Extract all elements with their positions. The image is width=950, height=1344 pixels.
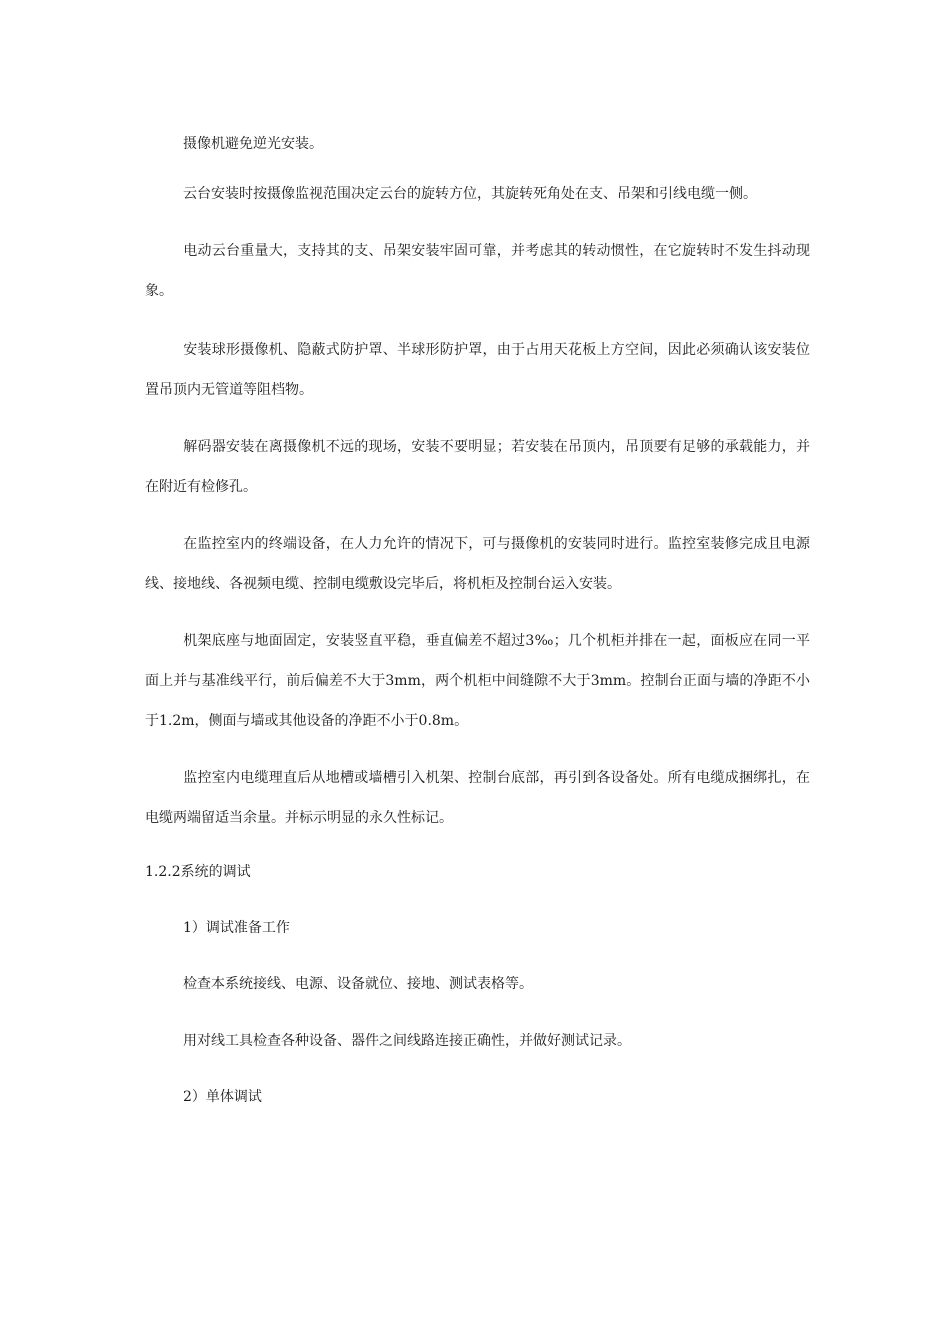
paragraph-pan-tilt-orientation: 云台安装时按摄像监视范围决定云台的旋转方位，其旋转死角处在支、吊架和引线电缆一侧。 [183,186,757,202]
paragraph-decoder: 解码器安装在离摄像机不远的现场，安装不要明显；若安装在吊顶内，吊顶要有足够的承载能力，并在附近有检修孔。 [145,439,810,495]
paragraph-rack-installation: 机架底座与地面固定，安装竖直平稳，垂直偏差不超过3‰；几个机柜并排在一起，面板应在同一平面上并与基准线平行，前后偏差不大于3mm，两个机柜中间缝隙不大于3mm。控制台正面与墙的净距不小于1.2m，侧面与墙或其他设备的净距不小于0.8m。 [145,633,810,729]
section-heading: 1.2.2系统的调试 [145,864,251,880]
subsection-heading-unit-test: 2）单体调试 [183,1089,262,1105]
list-item: 用对线工具检查各种设备、器件之间线路连接正确性，并做好测试记录。 [183,1033,631,1049]
paragraph-cable-routing: 监控室内电缆理直后从地槽或墙槽引入机架、控制台底部，再引到各设备处。所有电缆成捆绑扎，在电缆两端留适当余量。并标示明显的永久性标记。 [145,770,810,826]
paragraph-control-room-equipment: 在监控室内的终端设备，在人力允许的情况下，可与摄像机的安装同时进行。监控室装修完成且电源线、接地线、各视频电缆、控制电缆敷设完毕后，将机柜及控制台运入安装。 [145,536,810,592]
paragraph-pan-tilt-support: 电动云台重量大，支持其的支、吊架安装牢固可靠，并考虑其的转动惯性，在它旋转时不发生抖动现象。 [145,243,810,299]
subsection-heading-preparation: 1）调试准备工作 [183,920,290,936]
paragraph-backlight: 摄像机避免逆光安装。 [183,136,323,152]
list-item: 检查本系统接线、电源、设备就位、接地、测试表格等。 [183,976,533,992]
paragraph-dome-camera: 安装球形摄像机、隐蔽式防护罩、半球形防护罩，由于占用天花板上方空间，因此必须确认该安装位置吊顶内无管道等阻档物。 [145,342,810,398]
